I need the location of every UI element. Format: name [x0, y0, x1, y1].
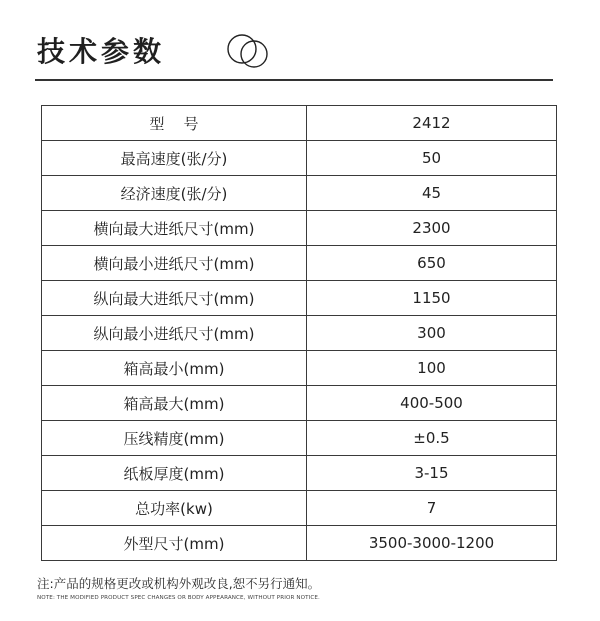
param-label: 型 号 [42, 106, 307, 141]
param-value: 650 [307, 246, 557, 281]
param-value: 2300 [307, 211, 557, 246]
param-value: 3-15 [307, 456, 557, 491]
table-row [42, 211, 557, 246]
table-row [42, 316, 557, 351]
param-value: 50 [307, 141, 557, 176]
table-row [42, 141, 557, 176]
param-label: 横向最小进纸尺寸(mm) [42, 246, 307, 281]
param-label: 横向最大进纸尺寸(mm) [42, 211, 307, 246]
param-label: 最高速度(张/分) [42, 141, 307, 176]
param-label: 经济速度(张/分) [42, 176, 307, 211]
param-label: 纵向最小进纸尺寸(mm) [42, 316, 307, 351]
table-row [42, 106, 557, 141]
param-label: 外型尺寸(mm) [42, 526, 307, 561]
header [37, 26, 557, 81]
two-overlapping-circles-icon [225, 32, 275, 72]
table-row [42, 421, 557, 456]
footnote [37, 574, 320, 601]
footnote-english: NOTE: THE MODIFIED PRODUCT SPEC CHANGES OR BODY APPEARANCE, WITHOUT PRIOR NOTICE. [37, 595, 320, 601]
table-row [42, 526, 557, 561]
param-value: 3500-3000-1200 [307, 526, 557, 561]
table-row [42, 491, 557, 526]
title-divider [35, 79, 553, 81]
param-value: 45 [307, 176, 557, 211]
param-value: 400-500 [307, 386, 557, 421]
table-row [42, 176, 557, 211]
table-row [42, 281, 557, 316]
param-value: ±0.5 [307, 421, 557, 456]
param-label: 纵向最大进纸尺寸(mm) [42, 281, 307, 316]
param-value: 7 [307, 491, 557, 526]
table-row [42, 351, 557, 386]
page-title: 技术参数 [37, 35, 166, 68]
table-row [42, 456, 557, 491]
param-label: 压线精度(mm) [42, 421, 307, 456]
param-label: 总功率(kw) [42, 491, 307, 526]
footnote-chinese: 注:产品的规格更改或机构外观改良,恕不另行通知。 [37, 576, 321, 591]
table-row [42, 246, 557, 281]
param-value: 1150 [307, 281, 557, 316]
table-row [42, 386, 557, 421]
param-value: 2412 [307, 106, 557, 141]
param-value: 300 [307, 316, 557, 351]
param-value: 100 [307, 351, 557, 386]
param-label: 纸板厚度(mm) [42, 456, 307, 491]
param-label: 箱高最小(mm) [42, 351, 307, 386]
spec-table [41, 105, 557, 561]
param-label: 箱高最大(mm) [42, 386, 307, 421]
